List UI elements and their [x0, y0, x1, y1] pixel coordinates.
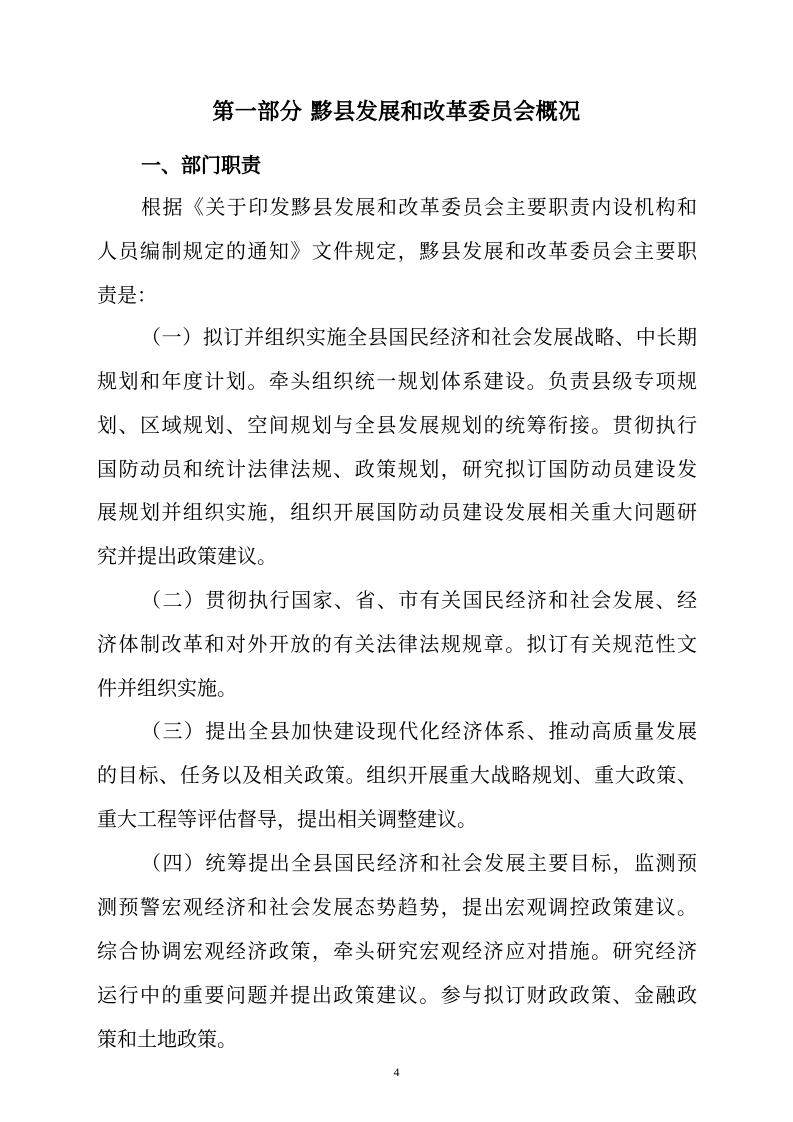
text-line: 规划和年度计划。牵头组织统一规划体系建设。负责县级专项规: [97, 369, 697, 393]
text-line: 济体制改革和对外开放的有关法律法规规章。拟订有关规范性文: [97, 632, 697, 656]
text-line: （二）贯彻执行国家、省、市有关国民经济和社会发展、经: [141, 588, 697, 612]
text-line: （四）统筹提出全县国民经济和社会发展主要目标，监测预: [141, 851, 697, 875]
text-line: 究并提出政策建议。: [97, 544, 277, 568]
text-line: 人员编制规定的通知》文件规定，黟县发展和改革委员会主要职: [97, 239, 697, 263]
text-line: 策和土地政策。: [97, 1027, 237, 1051]
text-line: 划、区域规划、空间规划与全县发展规划的统筹衔接。贯彻执行: [97, 413, 697, 437]
text-line: 综合协调宏观经济政策，牵头研究宏观经济应对措施。研究经济: [97, 939, 697, 963]
text-line: 重大工程等评估督导，提出相关调整建议。: [97, 807, 477, 831]
page-title: 第一部分 黟县发展和改革委员会概况: [212, 100, 581, 125]
text-line: 责是：: [97, 283, 157, 307]
text-line: 国防动员和统计法律法规、政策规划，研究拟订国防动员建设发: [97, 457, 697, 481]
text-line: 的目标、任务以及相关政策。组织开展重大战略规划、重大政策、: [97, 763, 697, 787]
text-line: （一）拟订并组织实施全县国民经济和社会发展战略、中长期: [141, 325, 697, 349]
text-line: 展规划并组织实施，组织开展国防动员建设发展相关重大问题研: [97, 500, 697, 524]
text-line: 根据《关于印发黟县发展和改革委员会主要职责内设机构和: [141, 195, 697, 219]
text-line: 测预警宏观经济和社会发展态势趋势，提出宏观调控政策建议。: [97, 895, 697, 919]
text-line: 件并组织实施。: [97, 676, 237, 700]
text-line: （三）提出全县加快建设现代化经济体系、推动高质量发展: [141, 719, 697, 743]
text-line: 运行中的重要问题并提出政策建议。参与拟订财政政策、金融政: [97, 983, 697, 1007]
page-number: 4: [393, 1065, 400, 1079]
section-heading: 一、部门职责: [141, 153, 261, 177]
